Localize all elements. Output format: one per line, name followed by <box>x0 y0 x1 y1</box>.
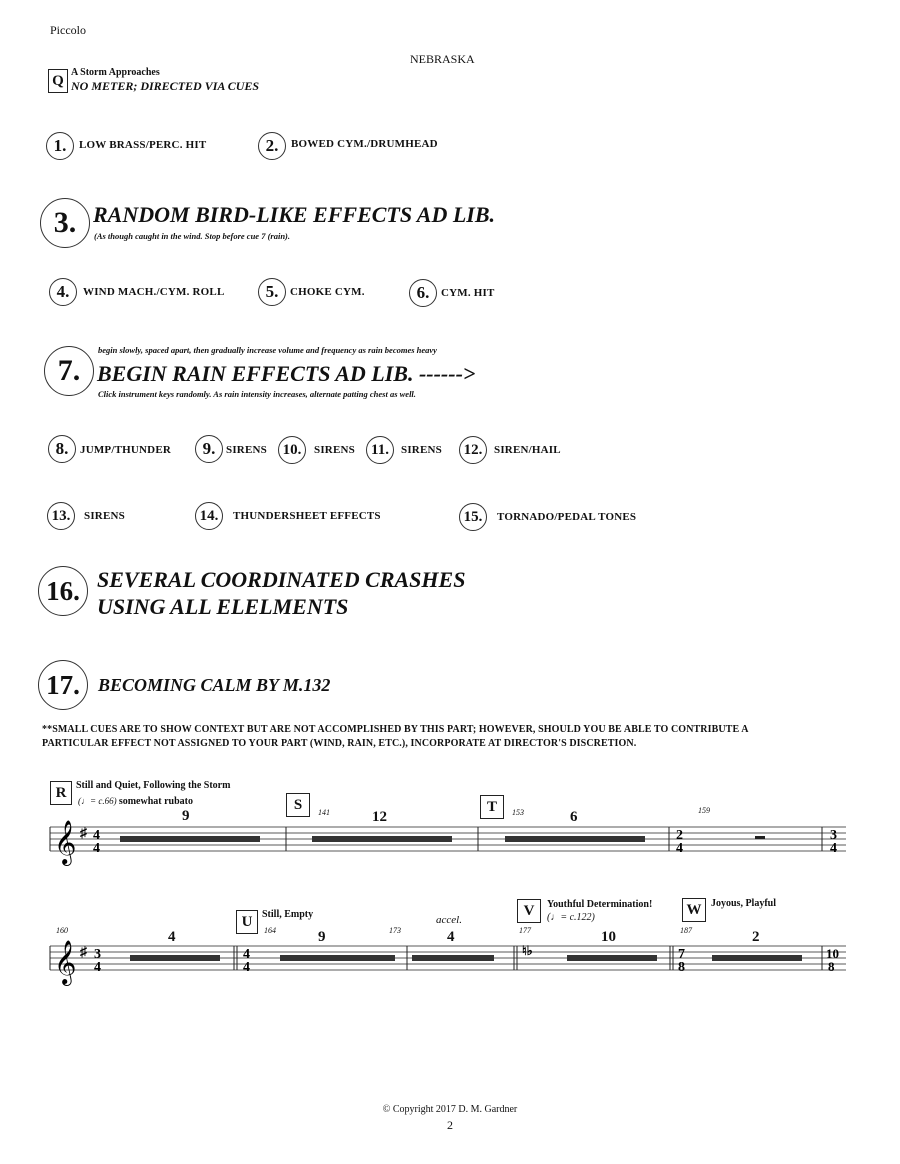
cue-label-17: BECOMING CALM BY M.132 <box>98 675 331 695</box>
time-sig-7-bottom: 8 <box>828 959 835 974</box>
cue-label-11: SIRENS <box>401 444 442 456</box>
bar-number-164: 164 <box>264 926 276 935</box>
bar-number-187: 187 <box>680 926 692 935</box>
cue-number-17: 17. <box>38 660 88 710</box>
time-sig-5-top: 4 <box>243 947 250 962</box>
tempo-marking-w: Joyous, Playful <box>711 898 777 909</box>
time-sig-6-bottom: 8 <box>678 960 685 975</box>
multirest-count-2: 2 <box>752 929 760 945</box>
bar-number-160: 160 <box>56 926 68 935</box>
cue-label-4: WIND MACH./CYM. ROLL <box>83 286 225 298</box>
multirest-count-10: 10 <box>601 929 616 945</box>
cue-label-10: SIRENS <box>314 444 355 456</box>
quarter-note-icon: ♩ <box>81 796 90 806</box>
piece-title: NEBRASKA <box>410 52 475 66</box>
rehearsal-mark-r: R <box>50 781 72 805</box>
key-signature-naturals-icon: ♮♭ <box>522 943 533 958</box>
bar-number-159: 159 <box>698 806 710 815</box>
cue-number-16: 16. <box>38 566 88 616</box>
metronome-marking-v <box>547 912 595 923</box>
cue-label-14: THUNDERSHEET EFFECTS <box>233 510 381 522</box>
staff-1-multirests <box>120 836 645 842</box>
cue-number-5: 5. <box>258 278 286 306</box>
cue-number-1: 1. <box>46 132 74 160</box>
cue-label-8: JUMP/THUNDER <box>80 444 172 456</box>
rehearsal-mark-v: V <box>517 899 541 923</box>
time-sig-1-top: 4 <box>93 828 100 843</box>
metronome-open: ( <box>78 796 81 806</box>
multirest-count-4b: 4 <box>447 929 455 945</box>
multirest-count-12: 12 <box>372 809 387 825</box>
bar-number-153: 153 <box>512 808 524 817</box>
time-sig-2-top: 2 <box>676 828 683 843</box>
rehearsal-mark-t: T <box>480 795 504 819</box>
cue-number-3: 3. <box>40 198 90 248</box>
rehearsal-mark-w: W <box>682 898 706 922</box>
cue-label-5: CHOKE CYM. <box>290 286 365 298</box>
tempo-marking-v: Youthful Determination! <box>547 899 653 910</box>
copyright-notice: © Copyright 2017 D. M. Gardner <box>382 1104 518 1115</box>
bar-number-173: 173 <box>389 926 401 935</box>
page-number: 2 <box>447 1118 453 1132</box>
time-sig-4-top: 3 <box>94 947 101 962</box>
time-sig-1-bottom: 4 <box>93 841 100 856</box>
cue-label-2: BOWED CYM./DRUMHEAD <box>291 138 438 150</box>
tempo-marking-u: Still, Empty <box>262 909 314 920</box>
multirest-count-4a: 4 <box>168 929 176 945</box>
bar-number-177: 177 <box>519 926 531 935</box>
time-sig-3-top: 3 <box>830 828 837 843</box>
accel-marking: accel. <box>436 914 462 926</box>
cue-number-10: 10. <box>278 436 306 464</box>
treble-clef-icon: 𝄞 <box>54 822 77 864</box>
cue-number-9: 9. <box>195 435 223 463</box>
cue-number-8: 8. <box>48 435 76 463</box>
tempo-marking-r: Still and Quiet, Following the Storm <box>76 780 231 791</box>
key-signature-sharp-icon: ♯ <box>80 826 87 841</box>
multirest-count-9: 9 <box>182 808 190 824</box>
cue-number-6: 6. <box>409 279 437 307</box>
cue-number-2: 2. <box>258 132 286 160</box>
instrument-name: Piccolo <box>50 23 86 37</box>
cue-label-16-line2: USING ALL ELELMENTS <box>97 594 349 619</box>
metronome-v-open: ( <box>547 912 551 923</box>
cue-number-13: 13. <box>47 502 75 530</box>
cue-note-3: (As though caught in the wind. Stop before cue 7 (rain). <box>94 231 291 241</box>
cue-number-15: 15. <box>459 503 487 531</box>
cue-label-13: SIRENS <box>84 510 125 522</box>
rehearsal-mark-q: Q <box>48 69 68 93</box>
cue-label-16-line1: SEVERAL COORDINATED CRASHES <box>97 567 466 592</box>
metronome-value: = c.66) <box>90 796 117 806</box>
section-subtitle: NO METER; DIRECTED VIA CUES <box>71 79 260 93</box>
cue-note-below-7: Click instrument keys randomly. As rain intensity increases, alternate patting chest as well. <box>98 389 416 399</box>
quarter-note-icon-v: ♩ <box>550 912 561 923</box>
cue-label-12: SIREN/HAIL <box>494 444 561 456</box>
cue-number-12: 12. <box>459 436 487 464</box>
cue-label-3: RANDOM BIRD-LIKE EFFECTS AD LIB. <box>93 202 496 227</box>
whole-rest <box>755 836 765 839</box>
cue-note-above-7: begin slowly, spaced apart, then gradually increase volume and frequency as rain becomes heavy <box>98 345 437 355</box>
cue-number-4: 4. <box>49 278 77 306</box>
multirest-count-6: 6 <box>570 809 578 825</box>
treble-clef-icon-2: 𝄞 <box>54 942 77 984</box>
cue-label-1: LOW BRASS/PERC. HIT <box>79 139 207 151</box>
time-sig-7-top: 10 <box>826 946 839 961</box>
multirest-count-9b: 9 <box>318 929 326 945</box>
cue-label-7: BEGIN RAIN EFFECTS AD LIB. ------> <box>97 361 476 386</box>
cue-number-11: 11. <box>366 436 394 464</box>
footnote-line-2: PARTICULAR EFFECT NOT ASSIGNED TO YOUR PART (WIND, RAIN, ETC.), INCORPORATE AT DIRECTOR'S DISCRETION. <box>42 738 637 749</box>
cue-number-14: 14. <box>195 502 223 530</box>
cue-label-6: CYM. HIT <box>441 287 495 299</box>
time-sig-3-bottom: 4 <box>830 841 837 856</box>
time-sig-6-top: 7 <box>678 947 685 962</box>
time-sig-5-bottom: 4 <box>243 960 250 975</box>
time-sig-2-bottom: 4 <box>676 841 683 856</box>
section-title: A Storm Approaches <box>71 67 160 78</box>
rehearsal-mark-s: S <box>286 793 310 817</box>
key-signature-sharp-icon-2: ♯ <box>80 945 87 960</box>
time-sig-4-bottom: 4 <box>94 960 101 975</box>
cue-label-15: TORNADO/PEDAL TONES <box>497 511 637 523</box>
footnote-line-1: **SMALL CUES ARE TO SHOW CONTEXT BUT ARE NOT ACCOMPLISHED BY THIS PART; HOWEVER, SHOULD YOU BE ABLE TO CONTRIBUTE A <box>42 724 749 735</box>
rehearsal-mark-u: U <box>236 910 258 934</box>
metronome-v-value: = c.122) <box>560 912 595 923</box>
rubato-text: somewhat rubato <box>118 796 193 807</box>
bar-number-141: 141 <box>318 808 330 817</box>
cue-label-9: SIRENS <box>226 444 267 456</box>
cue-number-7: 7. <box>44 346 94 396</box>
